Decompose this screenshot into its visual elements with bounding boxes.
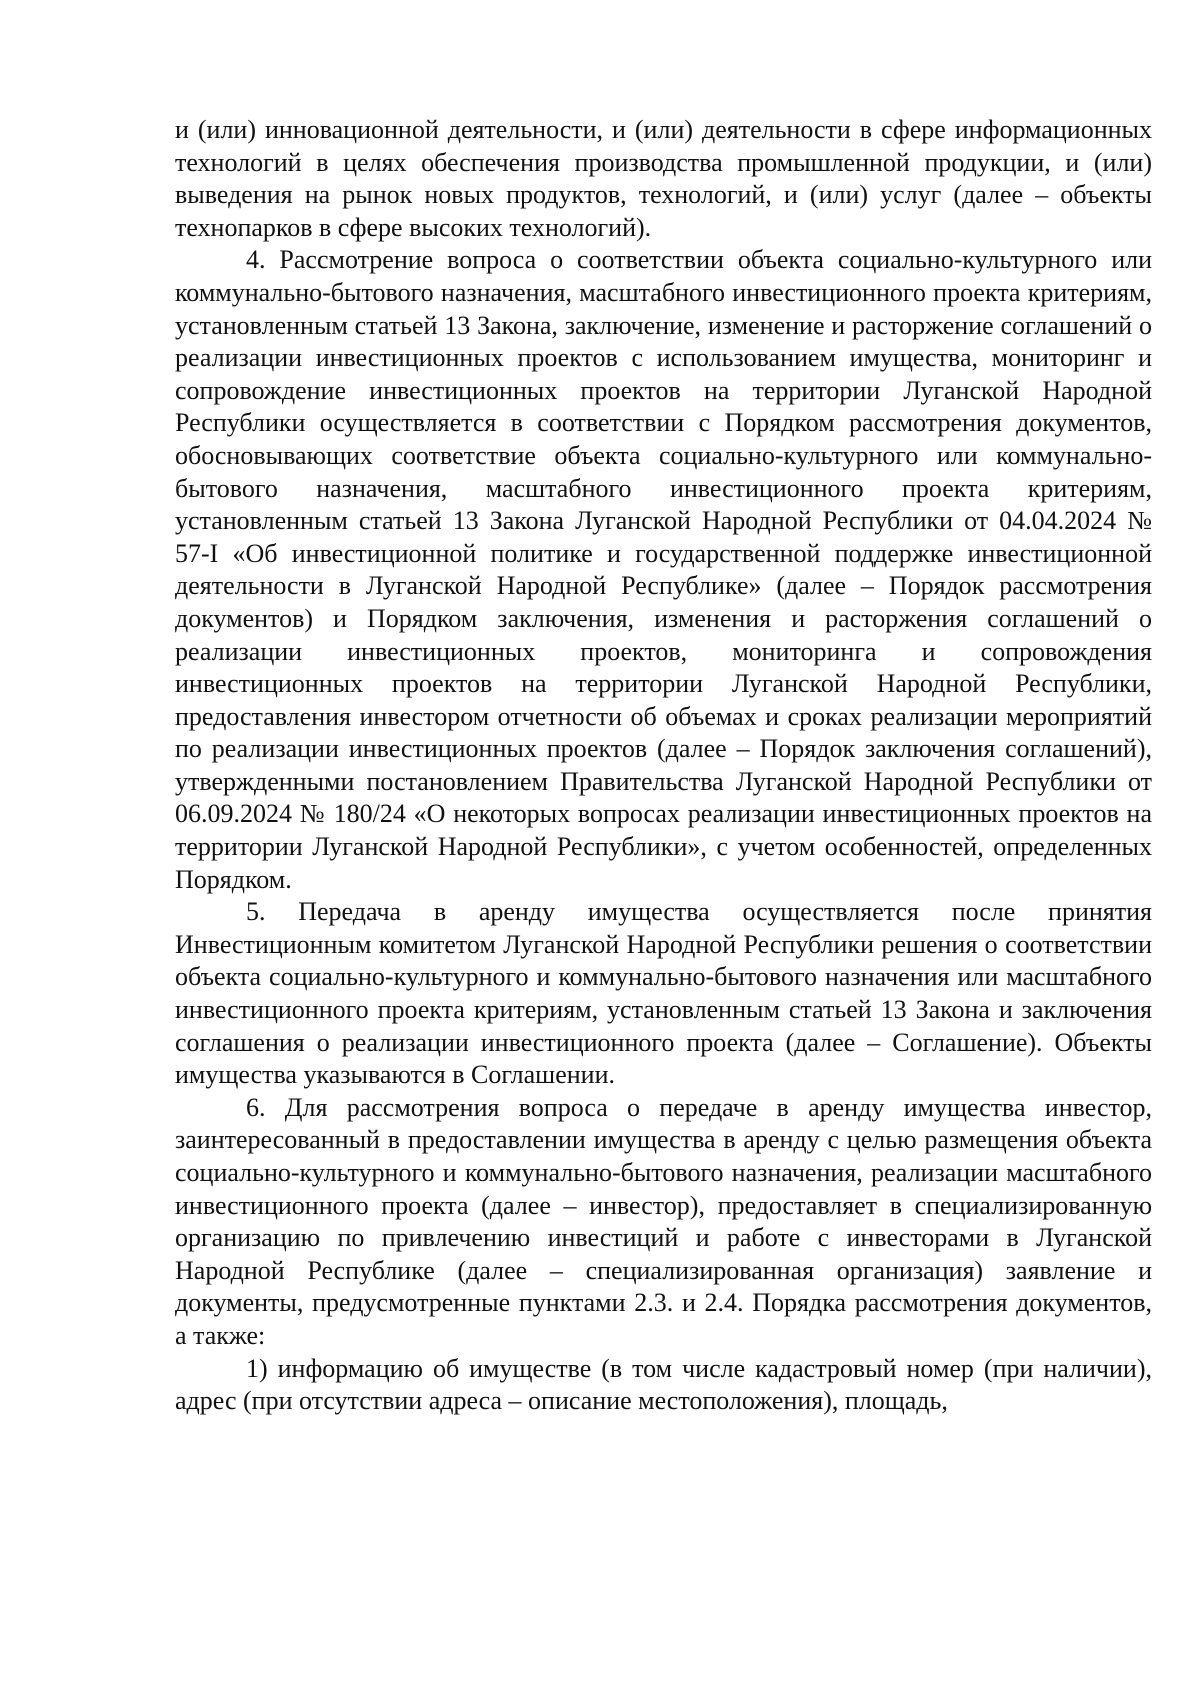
document-body [175,114,1152,1418]
paragraph-subitem-1: 1) информацию об имуществе (в том числе кадастровый номер (при наличии), адрес (при отсутствии адреса – описание местоположения), площадь, [175,1353,1152,1416]
paragraph-item-4: 4. Рассмотрение вопроса о соответствии объекта социально-культурного или коммунально-бытового назначения, масштабного инвестиционного проекта критериям, установленным статьей 13 Закона, заключение, изменение и расторжение соглашений о реализации инвестиционных проектов с использованием имущества, мониторинг и сопровождение инвестиционных проектов на территории Луганской Народной Республики осуществляется в соответствии с Порядком рассмотрения документов, обосновывающих соответствие объекта социально-культурного или коммунально-бытового назначения, масштабного инвестиционного проекта критериям, установленным статьей 13 Закона Луганской Народной Республики от 04.04.2024 № 57-I «Об инвестиционной политике и государственной поддержке инвестиционной деятельности в Луганской Народной Республике» (далее – Порядок рассмотрения документов) и Порядком заключения, изменения и расторжения соглашений о реализации инвестиционных проектов, мониторинга и сопровождения инвестиционных проектов на территории Луганской Народной Республики, предоставления инвестором отчетности об объемах и сроках реализации мероприятий по реализации инвестиционных проектов (далее – Порядок заключения соглашений), утвержденными постановлением Правительства Луганской Народной Республики от 06.09.2024 № 180/24 «О некоторых вопросах реализации инвестиционных проектов на территории Луганской Народной Республики», с учетом особенностей, определенных Порядком. [175,245,1152,894]
paragraph-item-5: 5. Передача в аренду имущества осуществляется после принятия Инвестиционным комитетом Луганской Народной Республики решения о соответствии объекта социально-культурного и коммунально-бытового назначения или масштабного инвестиционного проекта критериям, установленным статьей 13 Закона и заключения соглашения о реализации инвестиционного проекта (далее – Соглашение). Объекты имущества указываются в Соглашении. [175,897,1152,1090]
paragraph-item-6: 6. Для рассмотрения вопроса о передаче в аренду имущества инвестор, заинтересованный в предоставлении имущества в аренду с целью размещения объекта социально-культурного и коммунально-бытового назначения, реализации масштабного инвестиционного проекта (далее – инвестор), предоставляет в специализированную организацию по привлечению инвестиций и работе с инвесторами в Луганской Народной Республике (далее – специализированная организация) заявление и документы, предусмотренные пунктами 2.3. и 2.4. Порядка рассмотрения документов, а также: [175,1092,1152,1350]
paragraph-continuation: и (или) инновационной деятельности, и (или) деятельности в сфере информационных технологий в целях обеспечения производства промышленной продукции, и (или) выведения на рынок новых продуктов, технологий, и (или) услуг (далее – объекты технопарков в сфере высоких технологий). [175,115,1152,242]
